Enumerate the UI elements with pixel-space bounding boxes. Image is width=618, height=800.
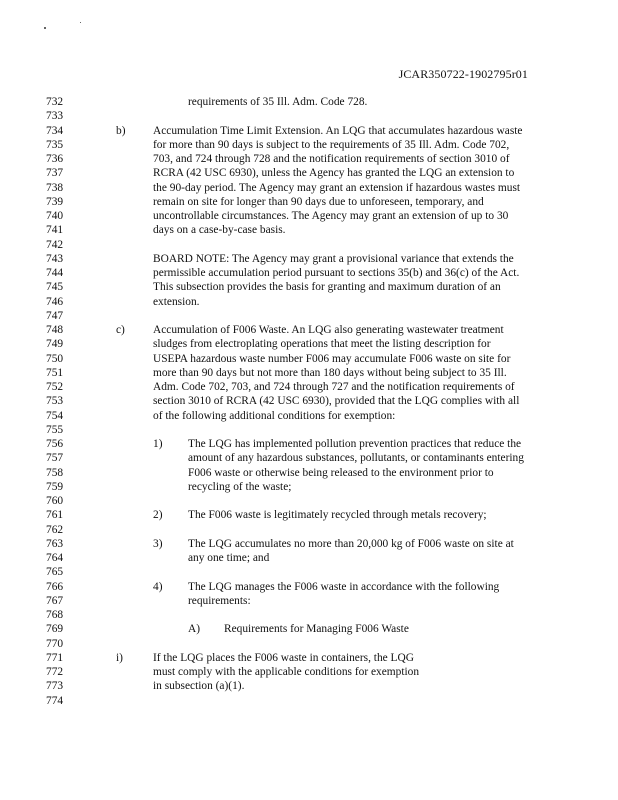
line-number: 741 xyxy=(46,224,64,237)
subsection-label: A) xyxy=(188,623,201,636)
line-number: 738 xyxy=(46,181,64,194)
line-number: 744 xyxy=(46,267,64,279)
line-number: 761 xyxy=(46,509,64,522)
line-number: 762 xyxy=(46,523,64,536)
line-number: 756 xyxy=(46,438,64,450)
line-number: 758 xyxy=(46,466,64,479)
line-text: for more than 90 days is subject to the requirements of 35 Ill. Adm. Code 702, xyxy=(153,138,510,151)
line-text: BOARD NOTE: The Agency may grant a provisional variance that extends the xyxy=(153,252,514,265)
line-number: 767 xyxy=(46,594,64,607)
line-number: 768 xyxy=(46,609,64,621)
line-text: This subsection provides the basis for granting and maximum duration of an xyxy=(153,281,501,294)
line-number: 751 xyxy=(46,366,64,379)
line-text: The LQG manages the F006 waste in accordance with the following xyxy=(188,580,500,593)
line-number: 750 xyxy=(46,352,64,365)
line-text: 703, and 724 through 728 and the notification requirements of section 3010 of xyxy=(153,153,510,165)
line-text: in subsection (a)(1). xyxy=(153,680,245,693)
line-number: 772 xyxy=(46,666,64,678)
line-text: any one time; and xyxy=(188,552,270,564)
line-number: 771 xyxy=(46,651,64,664)
line-text: The LQG accumulates no more than 20,000 kg of F006 waste on site at xyxy=(188,537,514,550)
subsection-label: 1) xyxy=(153,438,163,450)
line-text: days on a case-by-case basis. xyxy=(153,224,286,237)
subsection-label: i) xyxy=(116,651,123,664)
line-text: remain on site for longer than 90 days due to unforeseen, temporary, and xyxy=(153,195,484,208)
line-number: 749 xyxy=(46,338,64,351)
line-text: The LQG has implemented pollution prevention practices that reduce the xyxy=(188,438,522,450)
line-number: 736 xyxy=(46,153,64,165)
line-text: the 90-day period. The Agency may grant an extension if hazardous wastes must xyxy=(153,181,521,194)
line-number: 734 xyxy=(46,124,64,137)
line-number: 754 xyxy=(46,409,64,422)
line-number: 739 xyxy=(46,195,64,208)
line-number: 755 xyxy=(46,423,64,436)
line-text: Accumulation of F006 Waste. An LQG also generating wastewater treatment xyxy=(153,324,504,336)
line-text: requirements: xyxy=(188,594,251,607)
line-number: 747 xyxy=(46,309,64,322)
line-number: 746 xyxy=(46,295,64,308)
line-number: 748 xyxy=(46,324,64,336)
line-number: 733 xyxy=(46,110,64,123)
line-text: extension. xyxy=(153,295,200,308)
line-text: sludges from electroplating operations that meet the listing description for xyxy=(153,338,491,351)
line-text: If the LQG places the F006 waste in containers, the LQG xyxy=(153,651,414,664)
line-text: RCRA (42 USC 6930), unless the Agency has granted the LQG an extension to xyxy=(153,167,515,180)
line-text: Adm. Code 702, 703, and 724 through 727 and the notification requirements of xyxy=(153,381,515,393)
line-text: must comply with the applicable conditions for exemption xyxy=(153,666,420,678)
line-number: 770 xyxy=(46,637,64,650)
line-text: of the following additional conditions for exemption: xyxy=(153,409,396,422)
line-number: 766 xyxy=(46,580,64,593)
line-number: 757 xyxy=(46,452,64,465)
line-number: 763 xyxy=(46,537,64,550)
subsection-label: 3) xyxy=(153,537,163,550)
line-text: more than 90 days but not more than 180 days without being subject to 35 Ill. xyxy=(153,366,507,379)
line-text: uncontrollable circumstances. The Agency may grant an extension of up to 30 xyxy=(153,210,509,222)
line-number: 732 xyxy=(46,96,64,108)
line-number: 759 xyxy=(46,480,64,493)
line-text: Accumulation Time Limit Extension. An LQG that accumulates hazardous waste xyxy=(153,124,523,137)
line-number: 764 xyxy=(46,552,64,564)
line-number: 773 xyxy=(46,680,64,693)
line-text: F006 waste or otherwise being released to the environment prior to xyxy=(188,466,494,479)
line-number: 745 xyxy=(46,281,64,294)
line-text: USEPA hazardous waste number F006 may accumulate F006 waste on site for xyxy=(153,352,511,365)
subsection-label: b) xyxy=(116,124,126,137)
line-number: 753 xyxy=(46,395,64,408)
line-number: 740 xyxy=(46,210,64,222)
line-number: 769 xyxy=(46,623,64,636)
line-number: 774 xyxy=(46,694,64,707)
line-text: Requirements for Managing F006 Waste xyxy=(224,623,409,636)
line-number: 743 xyxy=(46,252,64,265)
line-number: 760 xyxy=(46,495,64,507)
line-text: requirements of 35 Ill. Adm. Code 728. xyxy=(188,96,368,108)
document-id: JCAR350722-1902795r01 xyxy=(398,67,528,81)
line-text: recycling of the waste; xyxy=(188,480,292,493)
subsection-label: 2) xyxy=(153,509,163,522)
subsection-label: 4) xyxy=(153,580,163,593)
line-text: permissible accumulation period pursuant to sections 35(b) and 36(c) of the Act. xyxy=(153,267,520,279)
line-text: amount of any hazardous substances, pollutants, or contaminants entering xyxy=(188,452,524,465)
subsection-label: c) xyxy=(116,324,125,336)
line-number: 737 xyxy=(46,167,64,180)
line-text: section 3010 of RCRA (42 USC 6930), provided that the LQG complies with all xyxy=(153,395,520,408)
line-text: The F006 waste is legitimately recycled through metals recovery; xyxy=(188,509,487,522)
scan-specks xyxy=(40,22,90,32)
line-number: 742 xyxy=(46,238,64,251)
line-number: 752 xyxy=(46,381,64,393)
line-number: 765 xyxy=(46,566,64,579)
line-number: 735 xyxy=(46,138,64,151)
